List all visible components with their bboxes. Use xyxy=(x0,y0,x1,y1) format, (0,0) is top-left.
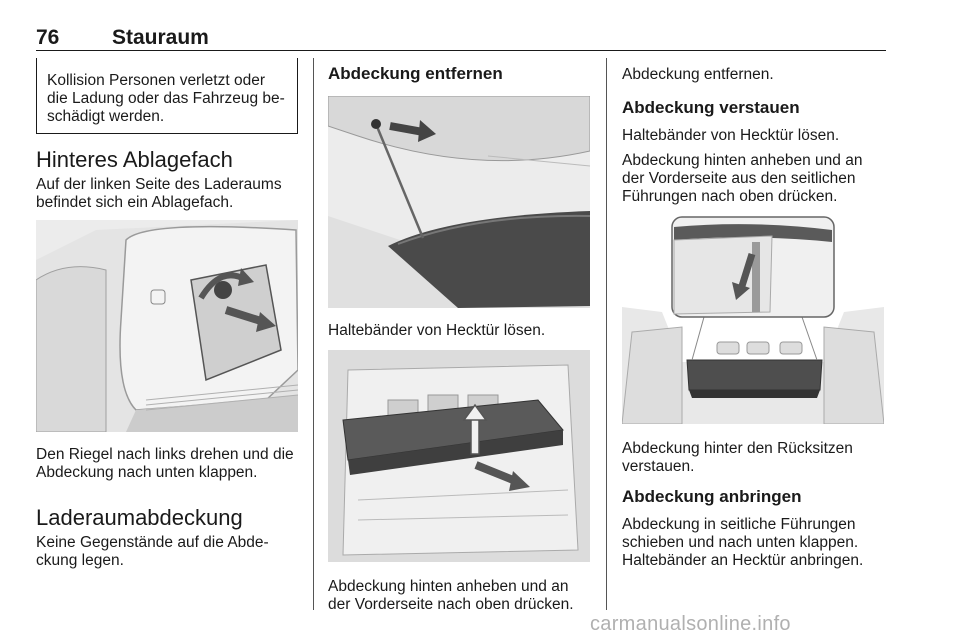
heading-abdeckung-anbringen: Abdeckung anbringen xyxy=(622,487,802,506)
figure-lift-cover xyxy=(328,350,590,562)
text-line: Den Riegel nach links drehen und die xyxy=(36,446,294,463)
caption-lift xyxy=(328,578,574,614)
text-line: verstauen. xyxy=(622,458,695,475)
text-line: Auf der linken Seite des Laderaums xyxy=(36,176,282,193)
heading-abdeckung-entfernen: Abdeckung entfernen xyxy=(328,64,503,83)
text-line: Keine Gegenstände auf die Abde- xyxy=(36,534,269,551)
paragraph-straps: Haltebänder von Hecktür lösen. xyxy=(622,127,840,144)
column-divider xyxy=(606,58,607,610)
figure-tailgate-straps xyxy=(328,96,590,308)
warning-box xyxy=(36,58,298,134)
text-line: der Vorderseite nach oben drücken. xyxy=(328,596,574,613)
text-line: Abdeckung hinten anheben und an xyxy=(328,578,569,595)
figure-storage-compartment xyxy=(36,220,298,432)
text-line: befindet sich ein Ablagefach. xyxy=(36,194,234,211)
heading-hinteres-ablagefach: Hinteres Ablagefach xyxy=(36,147,233,172)
warning-line: die Ladung oder das Fahrzeug be- xyxy=(47,90,285,107)
header-rule xyxy=(36,50,886,51)
text-line: Abdeckung in seitliche Führungen xyxy=(622,516,856,533)
caption-latch xyxy=(36,446,294,482)
page-number: 76 xyxy=(36,26,60,49)
text-line: Führungen nach oben drücken. xyxy=(622,188,838,205)
caption-stow xyxy=(622,440,853,476)
paragraph-ablagefach xyxy=(36,176,282,212)
paragraph-remove-cover: Abdeckung entfernen. xyxy=(622,66,774,83)
text-line: Abdeckung hinten anheben und an xyxy=(622,152,863,169)
column-divider xyxy=(313,58,314,610)
warning-line: schädigt werden. xyxy=(47,108,165,125)
text-line: Abdeckung hinter den Rücksitzen xyxy=(622,440,853,457)
paragraph-install xyxy=(622,516,863,570)
heading-abdeckung-verstauen: Abdeckung verstauen xyxy=(622,98,800,117)
figure-stow-cover xyxy=(622,212,884,424)
paragraph-laderaumabdeckung xyxy=(36,534,269,570)
heading-laderaumabdeckung: Laderaumabdeckung xyxy=(36,505,243,530)
text-line: Abdeckung nach unten klappen. xyxy=(36,464,258,481)
caption-straps: Haltebänder von Hecktür lösen. xyxy=(328,322,546,339)
text-line: Haltebänder an Hecktür anbringen. xyxy=(622,552,864,569)
text-line: der Vorderseite aus den seitlichen xyxy=(622,170,856,187)
text-line: ckung legen. xyxy=(36,552,124,569)
warning-line: Kollision Personen verletzt oder xyxy=(47,72,265,89)
text-line: schieben und nach unten klappen. xyxy=(622,534,859,551)
paragraph-lift-guides xyxy=(622,152,862,206)
watermark: carmanualsonline.info xyxy=(590,613,791,635)
page-title: Stauraum xyxy=(112,26,209,49)
